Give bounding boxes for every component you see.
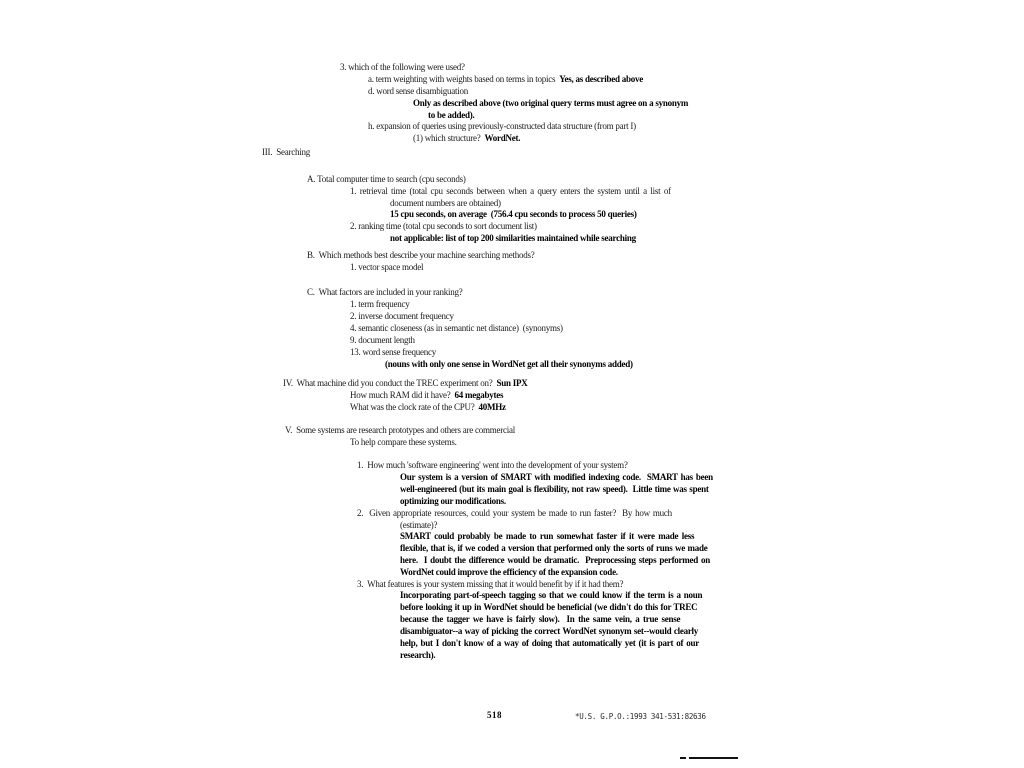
question-text: 2. inverse document frequency [350,311,454,321]
document-line [400,555,710,566]
question-text: How much RAM did it have? [350,390,455,400]
answer-text: here. I doubt the difference would be dramatic. Preprocessing steps performed on [400,555,711,565]
document-line [350,347,436,358]
document-line [428,110,475,121]
answer-text: help, but I don't know of a way of doing that automatically yet (it is part of our [400,638,700,648]
answer-text: flexible, that is, if we coded a version that performed only the sorts of runs we made [400,543,708,553]
document-line [357,508,672,519]
question-text: C. What factors are included in your ranking? [307,287,463,297]
question-text: 9. document length [350,335,415,345]
question-text: B. Which methods best describe your machine searching methods? [307,250,535,260]
document-line [350,262,423,273]
document-line [400,626,698,637]
document-line [350,186,671,197]
document-line [400,496,506,507]
document-line [307,174,466,185]
answer-text: before looking it up in WordNet should be beneficial (we didn't do this for TREC [400,602,698,612]
question-text: 3. which of the following were used? [340,62,465,72]
answer-text: to be added). [428,110,475,120]
answer-text: research). [400,650,436,660]
document-line [390,233,636,244]
document-line [400,590,702,601]
document-line [350,311,454,322]
answer-text: (nouns with only one sense in WordNet get all their synonyms added) [385,359,633,369]
document-line [350,437,457,448]
answer-text: 64 megabytes [454,390,504,400]
document-line [400,543,707,554]
document-line [400,531,694,542]
document-line [350,402,506,413]
document-line [340,62,465,73]
question-text: 1. retrieval time (total cpu seconds between when a query enters the system until a list of [350,186,671,196]
answer-text: WordNet. [484,133,521,143]
document-line [350,323,563,334]
document-line [368,74,643,85]
question-text: 2. Given appropriate resources, could your system be made to run faster? By how much [357,508,672,518]
document-line [368,121,636,132]
question-text: 1. How much 'software engineering' went into the development of your system? [357,460,628,470]
answer-text: because the tagger we have is fairly slow). In the same vein, a true sense [400,614,681,624]
gpo-print-code: *U.S. G.P.O.:1993 341-531:82636 [575,712,706,721]
question-text: III. Searching [262,147,310,157]
document-line [385,359,633,370]
document-line [400,567,618,578]
question-text: V. Some systems are research prototypes and others are commercial [285,425,516,435]
document-line [400,484,709,495]
document-line [400,650,435,661]
answer-text: Only as described above (two original query terms must agree on a synonym [413,98,689,108]
question-text: document numbers are obtained) [390,198,501,208]
question-text: A. Total computer time to search (cpu seconds) [307,174,466,184]
page-number: 518 [487,710,502,720]
document-line [307,287,463,298]
document-line [400,614,680,625]
answer-text: 15 cpu seconds, on average (756.4 cpu seconds to process 50 queries) [390,209,637,219]
document-line [400,520,437,531]
question-text: h. expansion of queries using previously-constructed data structure (from part I) [368,121,636,131]
answer-text: Yes, as described above [559,74,643,84]
question-text: 4. semantic closeness (as in semantic net distance) (synonyms) [350,323,563,333]
question-text: 13. word sense frequency [350,347,436,357]
scan-artifact-dash [680,757,686,759]
question-text: 1. vector space model [350,262,424,272]
document-line [283,378,527,389]
document-line [400,602,697,613]
scan-artifact-line [689,757,738,759]
question-text: a. term weighting with weights based on terms in topics [368,74,560,84]
document-line [357,460,628,471]
question-text: To help compare these systems. [350,437,457,447]
answer-text: Incorporating part-of-speech tagging so that we could know if the term is a noun [400,590,703,600]
answer-text: WordNet could improve the efficiency of the expansion code. [400,567,618,577]
document-line [413,98,688,109]
document-line [285,425,515,436]
answer-text: not applicable: list of top 200 similarities maintained while searching [390,233,636,243]
document-line [307,250,535,261]
question-text: 1. term frequency [350,299,410,309]
document-line [390,198,501,209]
question-text: What was the clock rate of the CPU? [350,402,479,412]
answer-text: 40MHz [478,402,506,412]
document-line [357,579,623,590]
answer-text: Our system is a version of SMART with modified indexing code. SMART has been [400,472,713,482]
document-line [350,299,409,310]
question-text: 3. What features is your system missing that it would benefit by if it had them? [357,579,624,589]
document-line [350,390,503,401]
question-text: 2. ranking time (total cpu seconds to sort document list) [350,221,537,231]
question-text: d. word sense disambiguation [368,86,468,96]
document-line [350,221,537,232]
document-line [262,147,310,158]
answer-text: SMART could probably be made to run somewhat faster if it were made less [400,531,695,541]
answer-text: Sun IPX [496,378,528,388]
question-text: IV. What machine did you conduct the TREC experiment on? [283,378,497,388]
answer-text: well-engineered (but its main goal is flexibility, not raw speed). Little time was spent [400,484,709,494]
document-line [350,335,415,346]
question-text: (1) which structure? [413,133,485,143]
document-line [413,133,520,144]
answer-text: optimizing our modifications. [400,496,506,506]
document-line [400,638,699,649]
question-text: (estimate)? [400,520,438,530]
answer-text: disambiguator--a way of picking the correct WordNet synonym set--would clearly [400,626,699,636]
document-line [368,86,468,97]
document-line [400,472,713,483]
document-line [390,209,637,220]
